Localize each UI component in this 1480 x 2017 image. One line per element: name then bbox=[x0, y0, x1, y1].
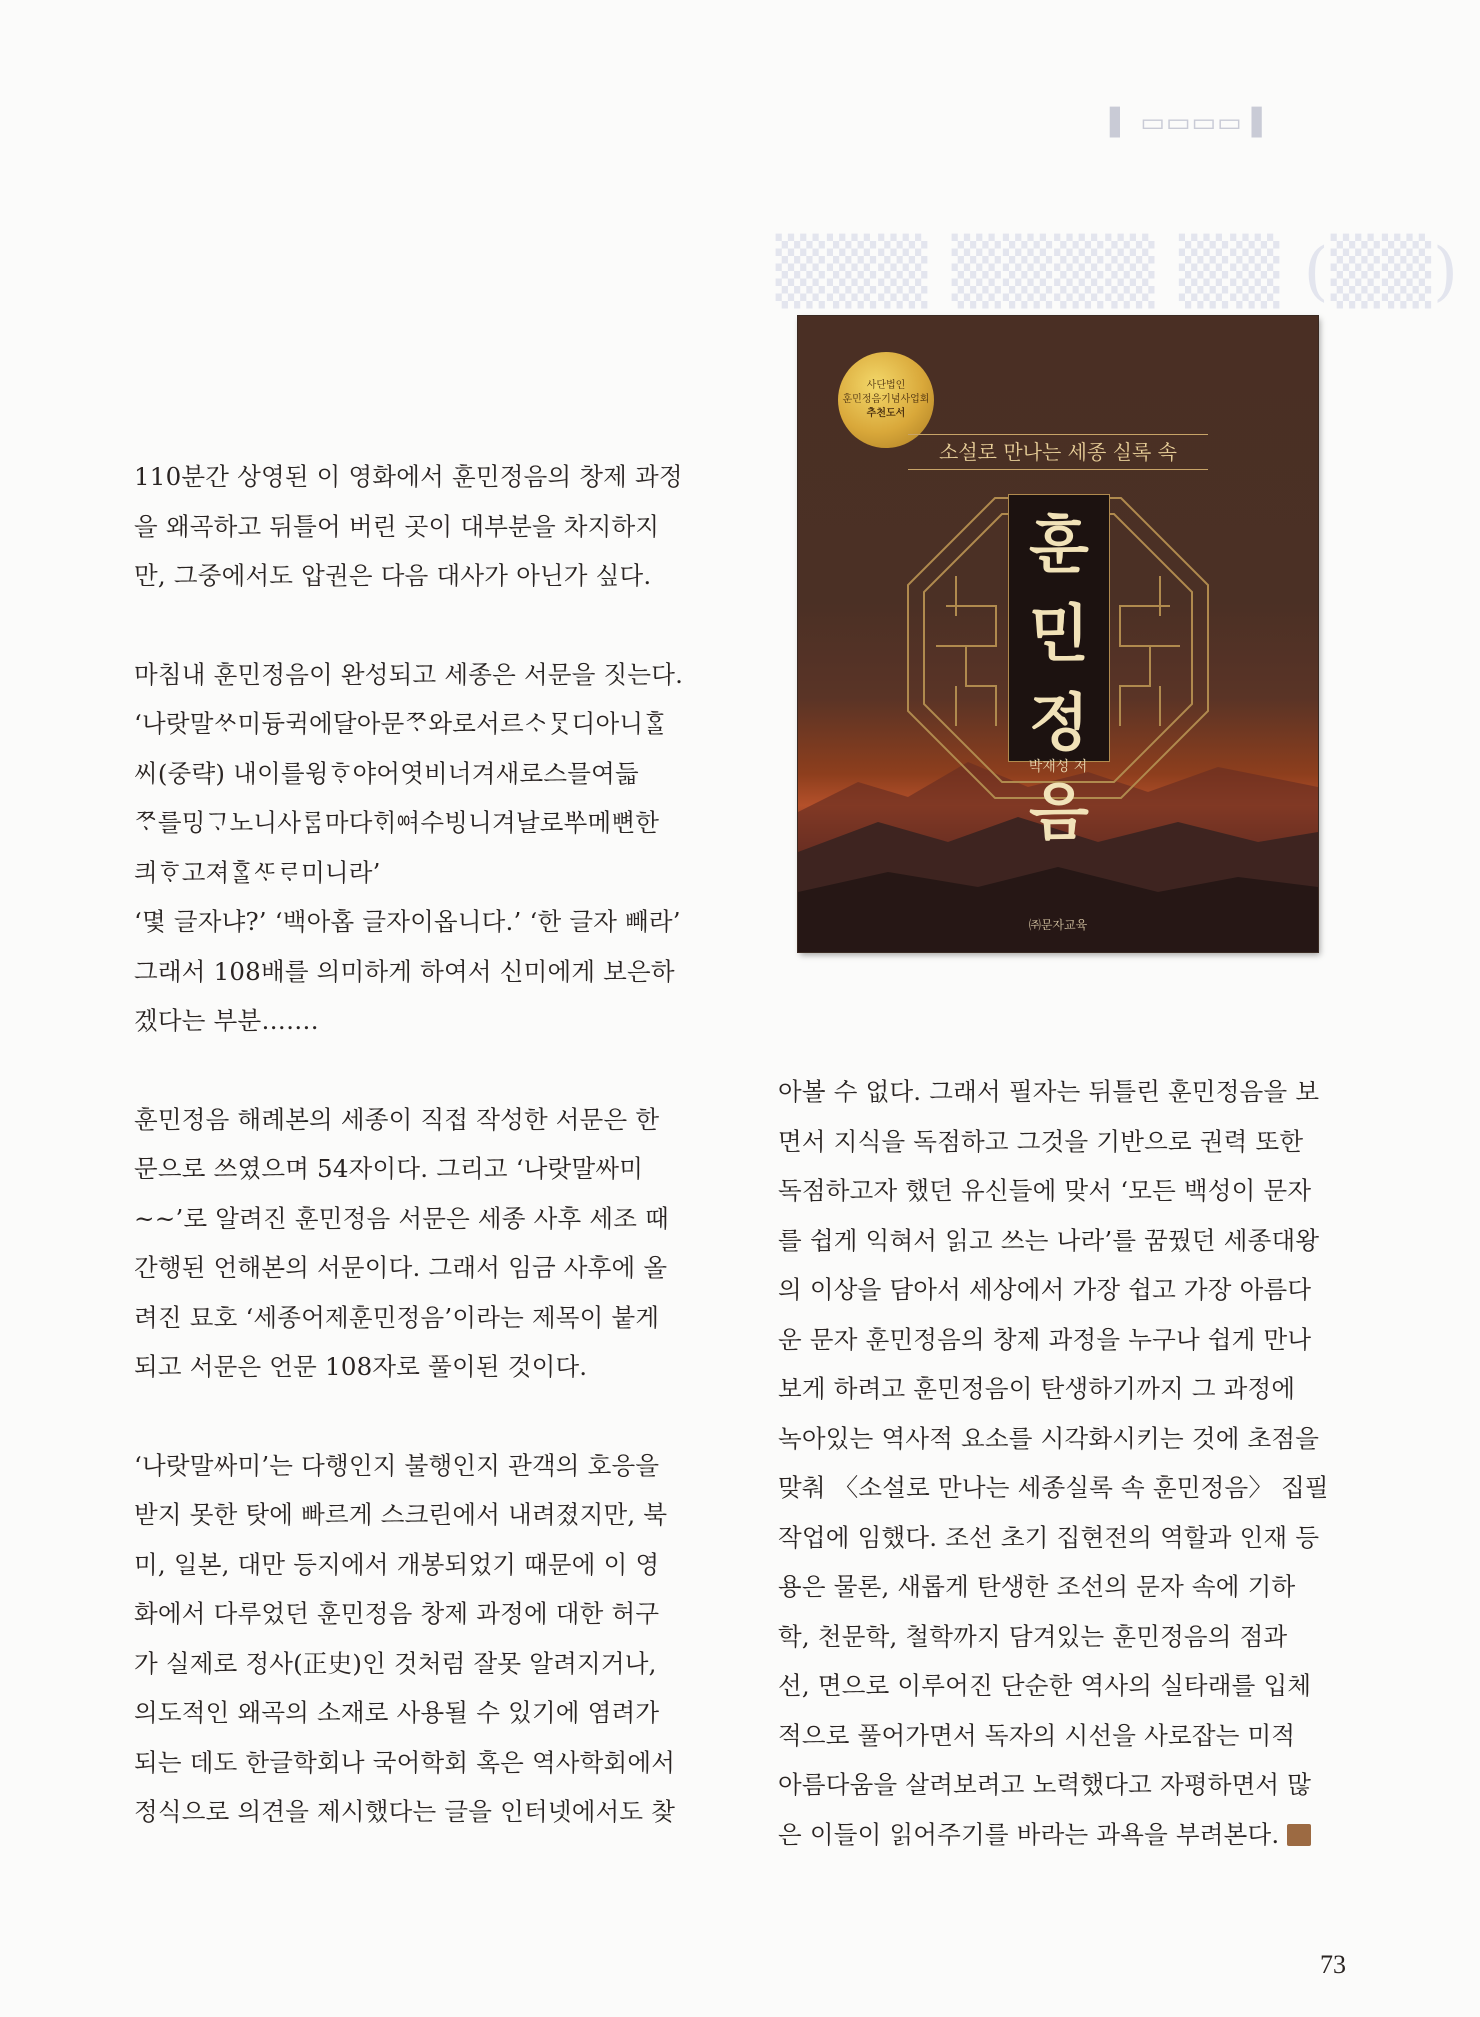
text-line: 학, 천문학, 철학까지 담겨있는 훈민정음의 점과 bbox=[778, 1621, 1288, 1651]
text-line: 겠다는 부분……. bbox=[134, 1006, 319, 1035]
text-line: 화에서 다루었던 훈민정음 창제 과정에 대한 허구 bbox=[134, 1599, 660, 1628]
paragraph bbox=[134, 1441, 709, 1837]
text-line: 킈ᄒᆞ고져ᄒᆞᆯᄯᆞᄅᆞ미니라’ bbox=[134, 857, 381, 887]
text-line: 려진 묘호 ‘세종어제훈민정음’이라는 제목이 붙게 bbox=[134, 1302, 660, 1332]
ghost-header: ▌ ▭▭▭▭ ▌ bbox=[1110, 108, 1273, 138]
book-title: 훈 민 정 음 bbox=[1008, 494, 1110, 762]
text-line: 간행된 언해본의 서문이다. 그래서 임금 사후에 올 bbox=[134, 1253, 668, 1282]
text-line: 만, 그중에서도 압권은 다음 대사가 아닌가 싶다. bbox=[134, 561, 652, 590]
text-line: 선, 면으로 이루어진 단순한 역사의 실타래를 입체 bbox=[778, 1671, 1312, 1700]
paragraph bbox=[134, 452, 709, 601]
text-line: 의 이상을 담아서 세상에서 가장 쉽고 가장 아름다 bbox=[778, 1275, 1312, 1304]
left-column bbox=[134, 452, 709, 1837]
book-publisher: ㈜문자교육 bbox=[1028, 918, 1088, 932]
recommendation-seal: 사단법인 훈민정음기념사업회 추천도서 bbox=[838, 352, 934, 448]
text-line: 마침내 훈민정음이 완성되고 세종은 서문을 짓는다. bbox=[134, 659, 684, 689]
text-line: 면서 지식을 독점하고 그것을 기반으로 권력 또한 bbox=[778, 1126, 1304, 1156]
text-line: 용은 물론, 새롭게 탄생한 조선의 문자 속에 기하 bbox=[778, 1572, 1296, 1601]
paragraph bbox=[134, 650, 709, 1046]
text-line: 를 쉽게 익혀서 읽고 쓰는 나라’를 꿈꿨던 세종대왕 bbox=[778, 1225, 1320, 1255]
text-line: 을 왜곡하고 뒤틀어 버린 곳이 대부분을 차지하지 bbox=[134, 511, 660, 541]
last-line-text: 은 이들이 읽어주기를 바라는 과욕을 부려본다. bbox=[778, 1819, 1280, 1849]
text-line: 적으로 풀어가면서 독자의 시선을 사로잡는 미적 bbox=[778, 1720, 1296, 1750]
text-line: 되는 데도 한글학회나 국어학회 혹은 역사학회에서 bbox=[134, 1747, 676, 1777]
text-line: ᄍᆞ를밍ᄀᆞ노니사ᄅᆞᆷ마다ᄒᆡᅇᅧ수빙니겨날로ᄡᅮ메뼌한 bbox=[134, 808, 660, 837]
text-line: 보게 하려고 훈민정음이 탄생하기까지 그 과정에 bbox=[778, 1374, 1296, 1403]
text-line: 맞춰 〈소설로 만나는 세종실록 속 훈민정음〉 집필 bbox=[778, 1473, 1329, 1502]
text-line: ‘몇 글자냐?’ ‘백아홉 글자이옵니다.’ ‘한 글자 빼라’ bbox=[134, 907, 681, 936]
book-cover-image bbox=[798, 316, 1318, 952]
text-line: 아름다움을 살려보려고 노력했다고 자평하면서 많 bbox=[778, 1770, 1312, 1799]
text-line bbox=[778, 1810, 1353, 1860]
text-line: 작업에 임했다. 조선 초기 집현전의 역할과 인재 등 bbox=[778, 1522, 1320, 1552]
text-line: ~~’로 알려진 훈민정음 서문은 세종 사후 세조 때 bbox=[134, 1203, 669, 1233]
right-column bbox=[778, 1067, 1353, 1859]
text-line: ‘나랏말ᄊᆞ미듕귁에달아문ᄍᆞ와로서르ᄉᆞᄆᆞᆺ디아니ᄒᆞᆯ bbox=[134, 709, 668, 738]
book-subtitle: 소설로 만나는 세종 실록 속 bbox=[908, 434, 1208, 470]
end-mark-icon bbox=[1287, 1824, 1311, 1846]
text-line: 의도적인 왜곡의 소재로 사용될 수 있기에 염려가 bbox=[134, 1698, 660, 1727]
paragraph bbox=[778, 1067, 1353, 1859]
text-line: 운 문자 훈민정음의 창제 과정을 누구나 쉽게 만나 bbox=[778, 1324, 1312, 1354]
text-line: 아볼 수 없다. 그래서 필자는 뒤틀린 훈민정음을 보 bbox=[778, 1077, 1320, 1106]
text-line: 되고 서문은 언문 108자로 풀이된 것이다. bbox=[134, 1352, 588, 1381]
text-line: 그래서 108배를 의미하게 하여서 신미에게 보은하 bbox=[134, 956, 675, 986]
text-line: 문으로 쓰였으며 54자이다. 그리고 ‘나랏말싸미 bbox=[134, 1154, 644, 1183]
text-line: 정식으로 의견을 제시했다는 글을 인터넷에서도 찾 bbox=[134, 1797, 676, 1826]
text-line: 독점하고자 했던 유신들에 맞서 ‘모든 백성이 문자 bbox=[778, 1176, 1312, 1205]
page-number: 73 bbox=[1320, 1950, 1346, 1979]
text-line: 받지 못한 탓에 빠르게 스크린에서 내려졌지만, 북 bbox=[134, 1500, 668, 1529]
text-line: 훈민정음 해례본의 세종이 직접 작성한 서문은 한 bbox=[134, 1104, 660, 1134]
text-line: 110분간 상영된 이 영화에서 훈민정음의 창제 과정 bbox=[134, 462, 683, 491]
book-author: 박재성 저 bbox=[1028, 759, 1088, 775]
text-line: 씨(중략) 내이를윙ᄒᆞ야어엿비너겨새로스믈여듧 bbox=[134, 758, 639, 788]
paragraph bbox=[134, 1095, 709, 1392]
text-line: 미, 일본, 대만 등지에서 개봉되었기 때문에 이 영 bbox=[134, 1549, 660, 1579]
ghost-title: ▒▒▒ ▒▒▒▒ ▒▒ (▒▒) bbox=[775, 235, 1460, 309]
text-line: 녹아있는 역사적 요소를 시각화시키는 것에 초점을 bbox=[778, 1423, 1320, 1453]
text-line: ‘나랏말싸미’는 다행인지 불행인지 관객의 호응을 bbox=[134, 1450, 660, 1480]
text-line: 가 실제로 정사(正史)인 것처럼 잘못 알려지거나, bbox=[134, 1648, 657, 1678]
